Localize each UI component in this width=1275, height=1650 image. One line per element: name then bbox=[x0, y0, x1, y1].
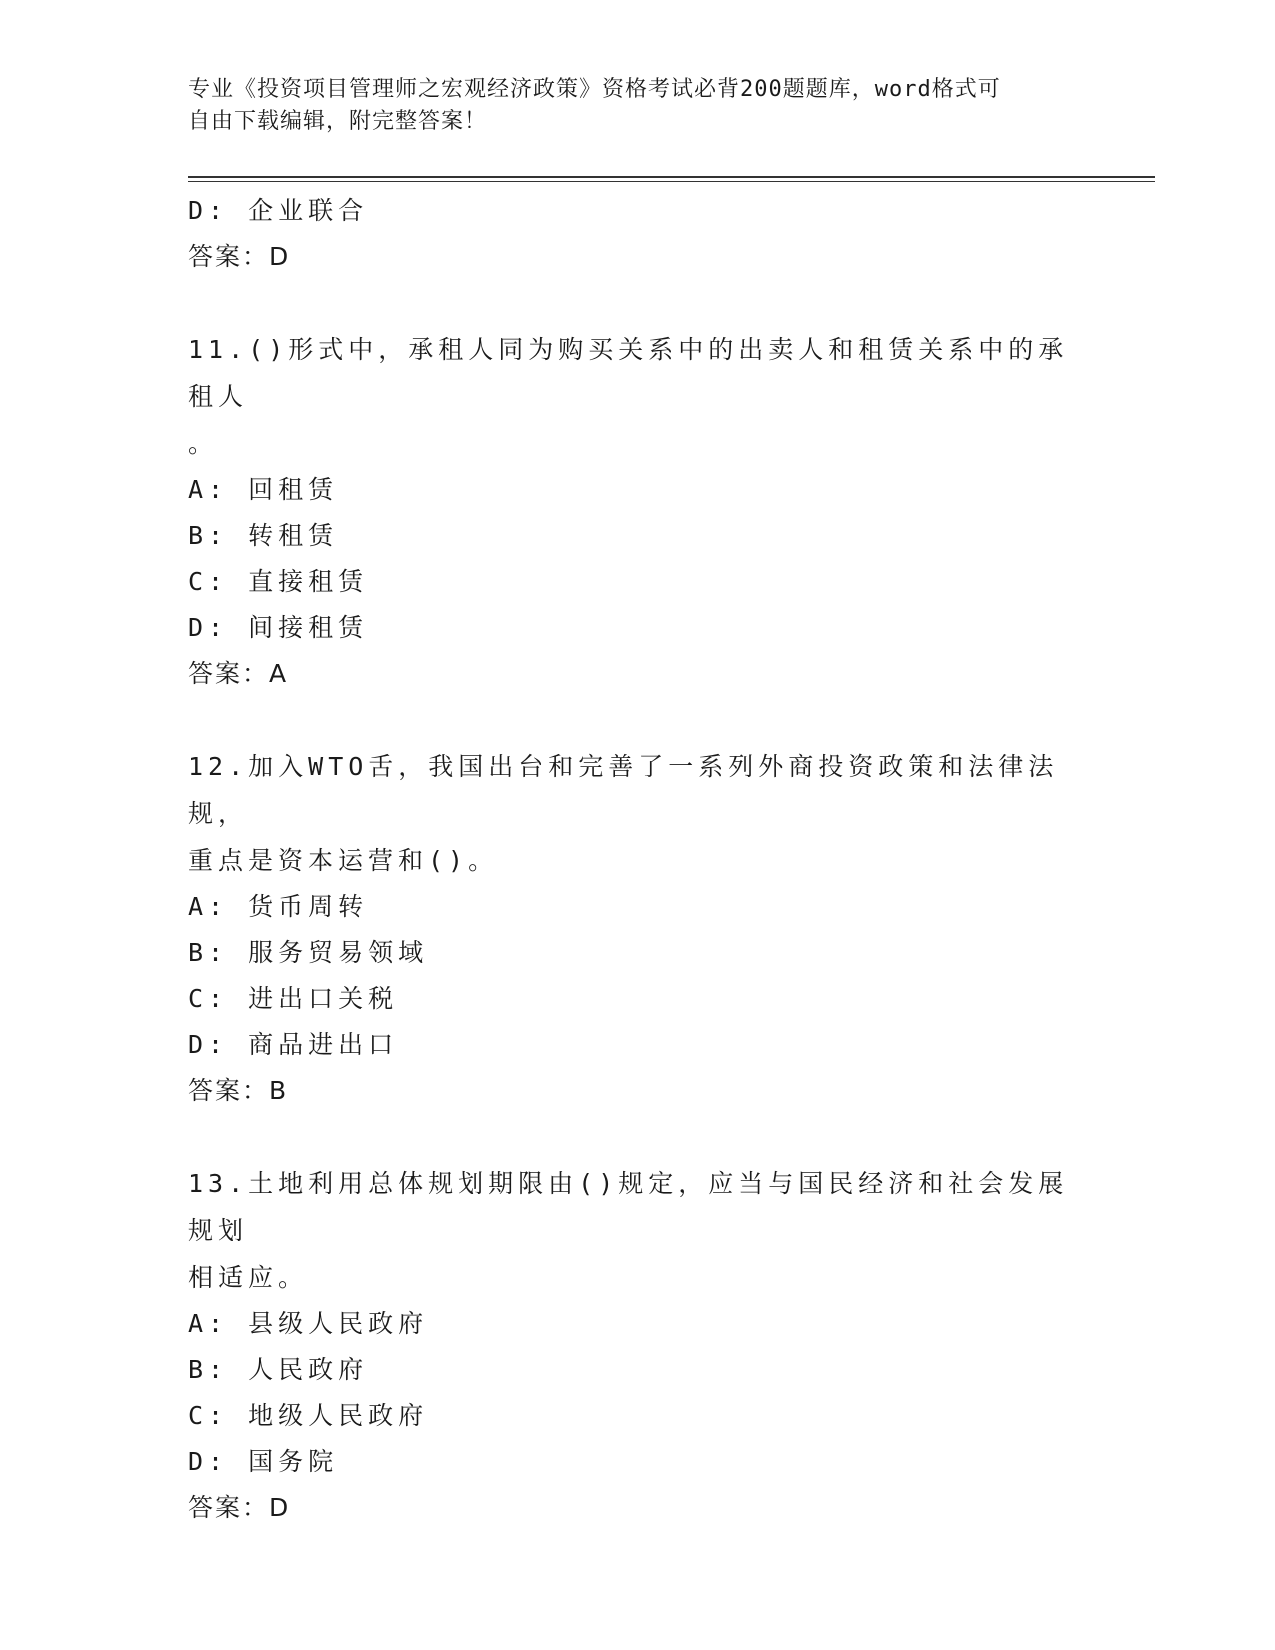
question-list bbox=[188, 188, 1088, 1531]
previous-question-tail bbox=[188, 188, 1088, 280]
answer: 答案：D bbox=[188, 1493, 291, 1522]
answer: 答案：B bbox=[188, 1076, 289, 1105]
option-b: B: 服务贸易领域 bbox=[188, 938, 429, 967]
question-stem-line-1: 13.土地利用总体规划期限由()规定，应当与国民经济和社会发展规划 bbox=[188, 1169, 1069, 1245]
option-a: A: 县级人民政府 bbox=[188, 1309, 429, 1338]
header-line-1: 专业《投资项目管理师之宏观经济政策》资格考试必背200题题库，word格式可 bbox=[188, 77, 1001, 102]
option-d: D: 商品进出口 bbox=[188, 1030, 399, 1059]
answer: 答案：A bbox=[188, 659, 289, 688]
option-d: D: 企业联合 bbox=[188, 196, 369, 225]
header-line-2: 自由下载编辑，附完整答案！ bbox=[188, 109, 488, 134]
header-divider-thick bbox=[188, 176, 1155, 178]
option-c: C: 直接租赁 bbox=[188, 567, 369, 596]
option-c: C: 地级人民政府 bbox=[188, 1401, 429, 1430]
question-11 bbox=[188, 326, 1088, 697]
question-stem-line-1: 11.()形式中，承租人同为购买关系中的出卖人和租赁关系中的承租人 bbox=[188, 335, 1069, 411]
question-stem bbox=[188, 1160, 1088, 1301]
question-stem bbox=[188, 326, 1088, 467]
option-c: C: 进出口关税 bbox=[188, 984, 399, 1013]
question-12 bbox=[188, 743, 1088, 1114]
question-stem bbox=[188, 743, 1088, 884]
question-stem-line-2: 重点是资本运营和()。 bbox=[188, 846, 499, 875]
option-a: A: 货币周转 bbox=[188, 892, 369, 921]
option-a: A: 回租赁 bbox=[188, 475, 339, 504]
question-stem-line-2: 相适应。 bbox=[188, 1263, 309, 1292]
answer: 答案：D bbox=[188, 242, 291, 271]
header-divider-thin bbox=[188, 181, 1155, 182]
option-d: D: 国务院 bbox=[188, 1447, 339, 1476]
document-header bbox=[188, 74, 1088, 138]
option-b: B: 转租赁 bbox=[188, 521, 339, 550]
question-13 bbox=[188, 1160, 1088, 1531]
option-d: D: 间接租赁 bbox=[188, 613, 369, 642]
option-b: B: 人民政府 bbox=[188, 1355, 369, 1384]
question-stem-line-1: 12.加入WTO舌，我国出台和完善了一系列外商投资政策和法律法规， bbox=[188, 752, 1059, 828]
question-stem-line-2: 。 bbox=[188, 429, 219, 458]
